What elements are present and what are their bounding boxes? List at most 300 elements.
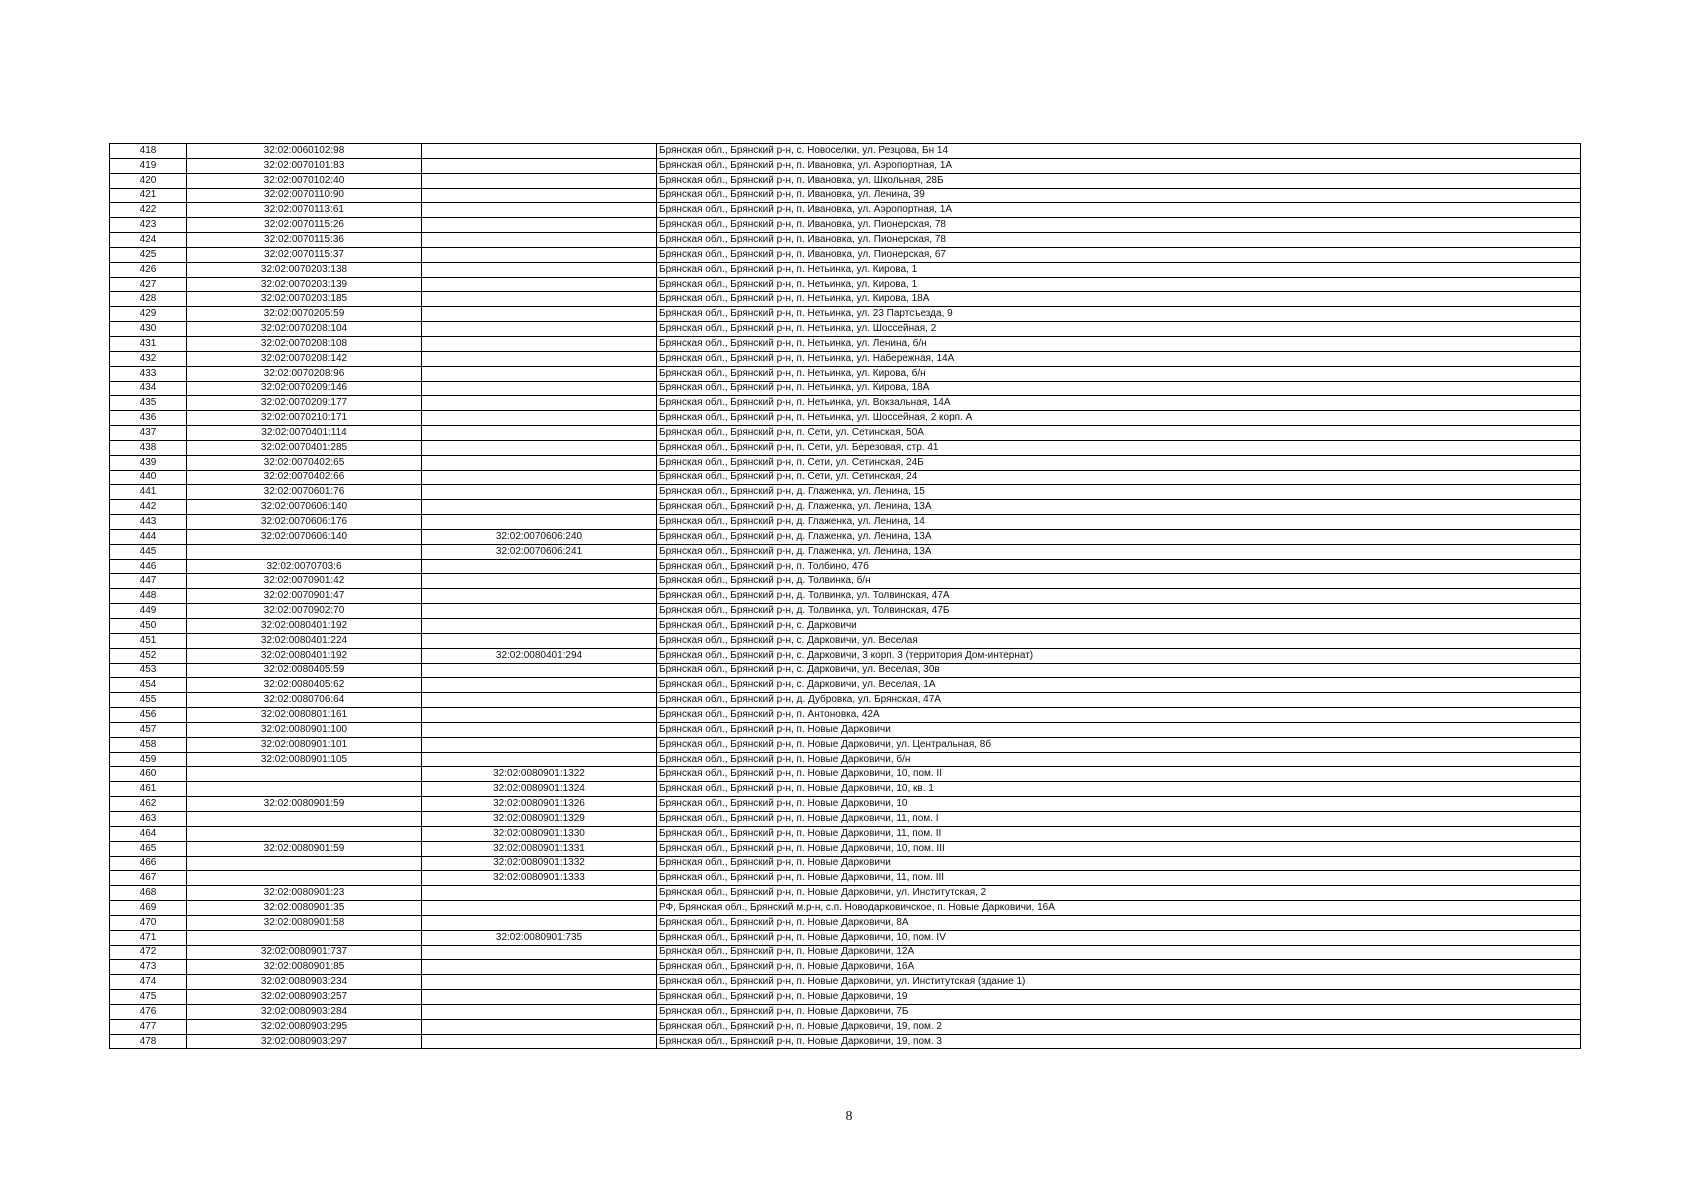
related-cadastral-number-cell xyxy=(422,173,657,188)
row-number-cell: 428 xyxy=(110,292,187,307)
address-cell: Брянская обл., Брянский р-н, п. Сети, ул. Березовая, стр. 41 xyxy=(657,440,1581,455)
address-cell: Брянская обл., Брянский р-н, п. Новые Дарковичи xyxy=(657,856,1581,871)
row-number-cell: 454 xyxy=(110,678,187,693)
cadastral-number-cell: 32:02:0080901:23 xyxy=(187,886,422,901)
related-cadastral-number-cell xyxy=(422,589,657,604)
address-cell: Брянская обл., Брянский р-н, п. Новые Дарковичи, ул. Центральная, 8б xyxy=(657,737,1581,752)
related-cadastral-number-cell xyxy=(422,277,657,292)
cadastral-number-cell: 32:02:0080903:297 xyxy=(187,1034,422,1049)
cadastral-number-cell: 32:02:0080405:62 xyxy=(187,678,422,693)
cadastral-number-cell: 32:02:0080903:295 xyxy=(187,1019,422,1034)
address-cell: Брянская обл., Брянский р-н, п. Новые Дарковичи, 11, пом. II xyxy=(657,826,1581,841)
property-table-container xyxy=(109,143,1580,1049)
related-cadastral-number-cell: 32:02:0080401:294 xyxy=(422,648,657,663)
cadastral-number-cell: 32:02:0070901:42 xyxy=(187,574,422,589)
property-table xyxy=(109,143,1581,1049)
cadastral-number-cell: 32:02:0070115:36 xyxy=(187,233,422,248)
cadastral-number-cell: 32:02:0080801:161 xyxy=(187,708,422,723)
cadastral-number-cell: 32:02:0080901:58 xyxy=(187,915,422,930)
table-row xyxy=(110,693,1581,708)
row-number-cell: 441 xyxy=(110,485,187,500)
table-row xyxy=(110,826,1581,841)
cadastral-number-cell xyxy=(187,544,422,559)
row-number-cell: 445 xyxy=(110,544,187,559)
table-row xyxy=(110,589,1581,604)
cadastral-number-cell: 32:02:0080901:737 xyxy=(187,945,422,960)
related-cadastral-number-cell: 32:02:0070606:240 xyxy=(422,529,657,544)
cadastral-number-cell: 32:02:0070208:142 xyxy=(187,351,422,366)
table-row xyxy=(110,411,1581,426)
cadastral-number-cell: 32:02:0070115:37 xyxy=(187,247,422,262)
related-cadastral-number-cell xyxy=(422,633,657,648)
row-number-cell: 477 xyxy=(110,1019,187,1034)
table-row xyxy=(110,470,1581,485)
related-cadastral-number-cell xyxy=(422,500,657,515)
table-row xyxy=(110,203,1581,218)
cadastral-number-cell: 32:02:0080405:59 xyxy=(187,663,422,678)
address-cell: Брянская обл., Брянский р-н, с. Дарковичи, ул. Веселая, 30в xyxy=(657,663,1581,678)
address-cell: Брянская обл., Брянский р-н, п. Нетьинка, ул. Кирова, б/н xyxy=(657,366,1581,381)
cadastral-number-cell: 32:02:0080401:192 xyxy=(187,648,422,663)
row-number-cell: 421 xyxy=(110,188,187,203)
cadastral-number-cell: 32:02:0080901:59 xyxy=(187,797,422,812)
table-row xyxy=(110,218,1581,233)
related-cadastral-number-cell xyxy=(422,411,657,426)
related-cadastral-number-cell: 32:02:0080901:1322 xyxy=(422,767,657,782)
row-number-cell: 432 xyxy=(110,351,187,366)
table-row xyxy=(110,500,1581,515)
table-row xyxy=(110,604,1581,619)
address-cell: Брянская обл., Брянский р-н, п. Сети, ул. Сетинская, 24Б xyxy=(657,455,1581,470)
row-number-cell: 434 xyxy=(110,381,187,396)
address-cell: Брянская обл., Брянский р-н, с. Новоселки, ул. Резцова, Бн 14 xyxy=(657,144,1581,159)
row-number-cell: 424 xyxy=(110,233,187,248)
address-cell: Брянская обл., Брянский р-н, п. Нетьинка, ул. 23 Партсъезда, 9 xyxy=(657,307,1581,322)
related-cadastral-number-cell xyxy=(422,975,657,990)
property-table-body xyxy=(110,144,1581,1049)
related-cadastral-number-cell xyxy=(422,426,657,441)
address-cell: Брянская обл., Брянский р-н, п. Нетьинка, ул. Кирова, 18А xyxy=(657,292,1581,307)
row-number-cell: 456 xyxy=(110,708,187,723)
row-number-cell: 465 xyxy=(110,841,187,856)
cadastral-number-cell: 32:02:0070208:104 xyxy=(187,322,422,337)
row-number-cell: 475 xyxy=(110,990,187,1005)
table-row xyxy=(110,945,1581,960)
related-cadastral-number-cell xyxy=(422,440,657,455)
table-row xyxy=(110,574,1581,589)
row-number-cell: 419 xyxy=(110,158,187,173)
address-cell: Брянская обл., Брянский р-н, п. Ивановка, ул. Пионерская, 67 xyxy=(657,247,1581,262)
row-number-cell: 438 xyxy=(110,440,187,455)
address-cell: Брянская обл., Брянский р-н, п. Ивановка, ул. Аэропортная, 1А xyxy=(657,158,1581,173)
address-cell: Брянская обл., Брянский р-н, п. Новые Дарковичи, 19, пом. 2 xyxy=(657,1019,1581,1034)
address-cell: Брянская обл., Брянский р-н, с. Дарковичи, ул. Веселая xyxy=(657,633,1581,648)
address-cell: Брянская обл., Брянский р-н, п. Толбино, 47б xyxy=(657,559,1581,574)
address-cell: Брянская обл., Брянский р-н, п. Нетьинка, ул. Шоссейная, 2 корп. А xyxy=(657,411,1581,426)
cadastral-number-cell: 32:02:0070205:59 xyxy=(187,307,422,322)
row-number-cell: 448 xyxy=(110,589,187,604)
related-cadastral-number-cell xyxy=(422,960,657,975)
address-cell: Брянская обл., Брянский р-н, п. Новые Дарковичи, 11, пом. I xyxy=(657,811,1581,826)
cadastral-number-cell: 32:02:0070210:171 xyxy=(187,411,422,426)
related-cadastral-number-cell xyxy=(422,262,657,277)
related-cadastral-number-cell xyxy=(422,574,657,589)
cadastral-number-cell xyxy=(187,856,422,871)
cadastral-number-cell: 32:02:0070208:96 xyxy=(187,366,422,381)
address-cell: Брянская обл., Брянский р-н, д. Глаженка, ул. Ленина, 13А xyxy=(657,500,1581,515)
table-row xyxy=(110,336,1581,351)
cadastral-number-cell: 32:02:0080901:59 xyxy=(187,841,422,856)
related-cadastral-number-cell xyxy=(422,901,657,916)
cadastral-number-cell: 32:02:0070110:90 xyxy=(187,188,422,203)
address-cell: Брянская обл., Брянский р-н, п. Новые Дарковичи, 11, пом. III xyxy=(657,871,1581,886)
address-cell: Брянская обл., Брянский р-н, п. Новые Дарковичи xyxy=(657,722,1581,737)
row-number-cell: 463 xyxy=(110,811,187,826)
related-cadastral-number-cell xyxy=(422,678,657,693)
row-number-cell: 422 xyxy=(110,203,187,218)
address-cell: РФ, Брянская обл., Брянский м.р-н, с.п. Новодарковичское, п. Новые Дарковичи, 16А xyxy=(657,901,1581,916)
address-cell: Брянская обл., Брянский р-н, п. Новые Дарковичи, 19, пом. 3 xyxy=(657,1034,1581,1049)
row-number-cell: 461 xyxy=(110,782,187,797)
related-cadastral-number-cell xyxy=(422,1019,657,1034)
table-row xyxy=(110,990,1581,1005)
cadastral-number-cell: 32:02:0070102:40 xyxy=(187,173,422,188)
address-cell: Брянская обл., Брянский р-н, п. Новые Дарковичи, ул. Институтская (здание 1) xyxy=(657,975,1581,990)
table-row xyxy=(110,797,1581,812)
address-cell: Брянская обл., Брянский р-н, п. Ивановка, ул. Пионерская, 78 xyxy=(657,218,1581,233)
related-cadastral-number-cell xyxy=(422,307,657,322)
address-cell: Брянская обл., Брянский р-н, п. Нетьинка, ул. Шоссейная, 2 xyxy=(657,322,1581,337)
cadastral-number-cell: 32:02:0070209:177 xyxy=(187,396,422,411)
address-cell: Брянская обл., Брянский р-н, п. Новые Дарковичи, 8А xyxy=(657,915,1581,930)
table-row xyxy=(110,767,1581,782)
row-number-cell: 420 xyxy=(110,173,187,188)
table-row xyxy=(110,811,1581,826)
row-number-cell: 437 xyxy=(110,426,187,441)
table-row xyxy=(110,856,1581,871)
table-row xyxy=(110,1019,1581,1034)
row-number-cell: 443 xyxy=(110,515,187,530)
address-cell: Брянская обл., Брянский р-н, п. Новые Дарковичи, 10 xyxy=(657,797,1581,812)
address-cell: Брянская обл., Брянский р-н, д. Глаженка, ул. Ленина, 14 xyxy=(657,515,1581,530)
address-cell: Брянская обл., Брянский р-н, п. Сети, ул. Сетинская, 24 xyxy=(657,470,1581,485)
related-cadastral-number-cell xyxy=(422,737,657,752)
cadastral-number-cell: 32:02:0070606:140 xyxy=(187,500,422,515)
address-cell: Брянская обл., Брянский р-н, д. Дубровка, ул. Брянская, 47А xyxy=(657,693,1581,708)
cadastral-number-cell: 32:02:0070606:176 xyxy=(187,515,422,530)
related-cadastral-number-cell xyxy=(422,722,657,737)
table-row xyxy=(110,886,1581,901)
table-row xyxy=(110,1004,1581,1019)
cadastral-number-cell: 32:02:0070115:26 xyxy=(187,218,422,233)
address-cell: Брянская обл., Брянский р-н, п. Антоновка, 42А xyxy=(657,708,1581,723)
row-number-cell: 418 xyxy=(110,144,187,159)
address-cell: Брянская обл., Брянский р-н, п. Нетьинка, ул. Кирова, 18А xyxy=(657,381,1581,396)
related-cadastral-number-cell xyxy=(422,945,657,960)
address-cell: Брянская обл., Брянский р-н, п. Новые Дарковичи, 10, пом. IV xyxy=(657,930,1581,945)
table-row xyxy=(110,648,1581,663)
address-cell: Брянская обл., Брянский р-н, п. Новые Дарковичи, 10, пом. III xyxy=(657,841,1581,856)
page-number: 8 xyxy=(845,1109,853,1124)
row-number-cell: 444 xyxy=(110,529,187,544)
cadastral-number-cell: 32:02:0070402:65 xyxy=(187,455,422,470)
address-cell: Брянская обл., Брянский р-н, п. Нетьинка, ул. Кирова, 1 xyxy=(657,262,1581,277)
cadastral-number-cell: 32:02:0080401:224 xyxy=(187,633,422,648)
address-cell: Брянская обл., Брянский р-н, с. Дарковичи, ул. Веселая, 1А xyxy=(657,678,1581,693)
address-cell: Брянская обл., Брянский р-н, п. Ивановка, ул. Аэропортная, 1А xyxy=(657,203,1581,218)
row-number-cell: 472 xyxy=(110,945,187,960)
related-cadastral-number-cell xyxy=(422,396,657,411)
table-row xyxy=(110,277,1581,292)
row-number-cell: 464 xyxy=(110,826,187,841)
row-number-cell: 449 xyxy=(110,604,187,619)
related-cadastral-number-cell xyxy=(422,322,657,337)
row-number-cell: 469 xyxy=(110,901,187,916)
table-row xyxy=(110,633,1581,648)
row-number-cell: 427 xyxy=(110,277,187,292)
address-cell: Брянская обл., Брянский р-н, п. Сети, ул. Сетинская, 50А xyxy=(657,426,1581,441)
related-cadastral-number-cell: 32:02:0080901:1324 xyxy=(422,782,657,797)
row-number-cell: 462 xyxy=(110,797,187,812)
table-row xyxy=(110,722,1581,737)
table-row xyxy=(110,529,1581,544)
table-row xyxy=(110,782,1581,797)
table-row xyxy=(110,158,1581,173)
related-cadastral-number-cell xyxy=(422,366,657,381)
table-row xyxy=(110,663,1581,678)
address-cell: Брянская обл., Брянский р-н, п. Новые Дарковичи, 12А xyxy=(657,945,1581,960)
address-cell: Брянская обл., Брянский р-н, п. Новые Дарковичи, б/н xyxy=(657,752,1581,767)
cadastral-number-cell: 32:02:0070601:76 xyxy=(187,485,422,500)
cadastral-number-cell: 32:02:0070113:61 xyxy=(187,203,422,218)
related-cadastral-number-cell xyxy=(422,218,657,233)
table-row xyxy=(110,396,1581,411)
related-cadastral-number-cell xyxy=(422,915,657,930)
row-number-cell: 468 xyxy=(110,886,187,901)
row-number-cell: 460 xyxy=(110,767,187,782)
address-cell: Брянская обл., Брянский р-н, п. Новые Дарковичи, 10, кв. 1 xyxy=(657,782,1581,797)
table-row xyxy=(110,426,1581,441)
cadastral-number-cell xyxy=(187,871,422,886)
related-cadastral-number-cell xyxy=(422,188,657,203)
related-cadastral-number-cell xyxy=(422,203,657,218)
address-cell: Брянская обл., Брянский р-н, д. Толвинка, ул. Толвинская, 47Б xyxy=(657,604,1581,619)
row-number-cell: 471 xyxy=(110,930,187,945)
row-number-cell: 446 xyxy=(110,559,187,574)
table-row xyxy=(110,440,1581,455)
related-cadastral-number-cell xyxy=(422,708,657,723)
row-number-cell: 442 xyxy=(110,500,187,515)
related-cadastral-number-cell xyxy=(422,619,657,634)
related-cadastral-number-cell xyxy=(422,158,657,173)
cadastral-number-cell xyxy=(187,811,422,826)
address-cell: Брянская обл., Брянский р-н, п. Новые Дарковичи, 7Б xyxy=(657,1004,1581,1019)
table-row xyxy=(110,708,1581,723)
row-number-cell: 459 xyxy=(110,752,187,767)
cadastral-number-cell: 32:02:0080903:257 xyxy=(187,990,422,1005)
address-cell: Брянская обл., Брянский р-н, п. Ивановка, ул. Ленина, 39 xyxy=(657,188,1581,203)
table-row xyxy=(110,737,1581,752)
related-cadastral-number-cell xyxy=(422,990,657,1005)
table-row xyxy=(110,930,1581,945)
address-cell: Брянская обл., Брянский р-н, п. Новые Дарковичи, 19 xyxy=(657,990,1581,1005)
cadastral-number-cell xyxy=(187,782,422,797)
cadastral-number-cell xyxy=(187,930,422,945)
cadastral-number-cell: 32:02:0080901:35 xyxy=(187,901,422,916)
table-row xyxy=(110,752,1581,767)
related-cadastral-number-cell xyxy=(422,336,657,351)
address-cell: Брянская обл., Брянский р-н, п. Нетьинка, ул. Вокзальная, 14А xyxy=(657,396,1581,411)
related-cadastral-number-cell xyxy=(422,470,657,485)
related-cadastral-number-cell xyxy=(422,485,657,500)
table-row xyxy=(110,1034,1581,1049)
table-row xyxy=(110,559,1581,574)
address-cell: Брянская обл., Брянский р-н, п. Новые Дарковичи, ул. Институтская, 2 xyxy=(657,886,1581,901)
cadastral-number-cell: 32:02:0070208:108 xyxy=(187,336,422,351)
row-number-cell: 455 xyxy=(110,693,187,708)
row-number-cell: 452 xyxy=(110,648,187,663)
cadastral-number-cell: 32:02:0080901:85 xyxy=(187,960,422,975)
table-row xyxy=(110,678,1581,693)
table-row xyxy=(110,871,1581,886)
row-number-cell: 447 xyxy=(110,574,187,589)
row-number-cell: 453 xyxy=(110,663,187,678)
table-row xyxy=(110,173,1581,188)
related-cadastral-number-cell xyxy=(422,886,657,901)
address-cell: Брянская обл., Брянский р-н, д. Глаженка, ул. Ленина, 13А xyxy=(657,544,1581,559)
table-row xyxy=(110,915,1581,930)
address-cell: Брянская обл., Брянский р-н, п. Нетьинка, ул. Кирова, 1 xyxy=(657,277,1581,292)
cadastral-number-cell: 32:02:0070203:139 xyxy=(187,277,422,292)
related-cadastral-number-cell xyxy=(422,515,657,530)
related-cadastral-number-cell: 32:02:0080901:1329 xyxy=(422,811,657,826)
table-row xyxy=(110,381,1581,396)
row-number-cell: 457 xyxy=(110,722,187,737)
row-number-cell: 436 xyxy=(110,411,187,426)
table-row xyxy=(110,455,1581,470)
table-row xyxy=(110,975,1581,990)
row-number-cell: 451 xyxy=(110,633,187,648)
cadastral-number-cell: 32:02:0070703:6 xyxy=(187,559,422,574)
cadastral-number-cell: 32:02:0080903:284 xyxy=(187,1004,422,1019)
table-row xyxy=(110,322,1581,337)
cadastral-number-cell: 32:02:0070203:138 xyxy=(187,262,422,277)
cadastral-number-cell: 32:02:0070606:140 xyxy=(187,529,422,544)
row-number-cell: 474 xyxy=(110,975,187,990)
cadastral-number-cell: 32:02:0060102:98 xyxy=(187,144,422,159)
related-cadastral-number-cell xyxy=(422,693,657,708)
table-row xyxy=(110,485,1581,500)
related-cadastral-number-cell xyxy=(422,233,657,248)
table-row xyxy=(110,247,1581,262)
row-number-cell: 439 xyxy=(110,455,187,470)
row-number-cell: 423 xyxy=(110,218,187,233)
table-row xyxy=(110,188,1581,203)
row-number-cell: 426 xyxy=(110,262,187,277)
table-row xyxy=(110,144,1581,159)
address-cell: Брянская обл., Брянский р-н, п. Ивановка, ул. Пионерская, 78 xyxy=(657,233,1581,248)
cadastral-number-cell: 32:02:0070902:70 xyxy=(187,604,422,619)
related-cadastral-number-cell: 32:02:0080901:1333 xyxy=(422,871,657,886)
address-cell: Брянская обл., Брянский р-н, с. Дарковичи, 3 корп. 3 (территория Дом-интернат) xyxy=(657,648,1581,663)
table-row xyxy=(110,366,1581,381)
table-row xyxy=(110,351,1581,366)
row-number-cell: 466 xyxy=(110,856,187,871)
row-number-cell: 476 xyxy=(110,1004,187,1019)
related-cadastral-number-cell xyxy=(422,381,657,396)
table-row xyxy=(110,619,1581,634)
cadastral-number-cell: 32:02:0080901:100 xyxy=(187,722,422,737)
row-number-cell: 470 xyxy=(110,915,187,930)
related-cadastral-number-cell xyxy=(422,247,657,262)
related-cadastral-number-cell: 32:02:0080901:735 xyxy=(422,930,657,945)
address-cell: Брянская обл., Брянский р-н, п. Нетьинка, ул. Набережная, 14А xyxy=(657,351,1581,366)
table-row xyxy=(110,960,1581,975)
cadastral-number-cell: 32:02:0080706:64 xyxy=(187,693,422,708)
cadastral-number-cell xyxy=(187,826,422,841)
table-row xyxy=(110,262,1581,277)
cadastral-number-cell: 32:02:0070101:83 xyxy=(187,158,422,173)
related-cadastral-number-cell xyxy=(422,351,657,366)
table-row xyxy=(110,841,1581,856)
row-number-cell: 458 xyxy=(110,737,187,752)
table-row xyxy=(110,901,1581,916)
table-row xyxy=(110,292,1581,307)
address-cell: Брянская обл., Брянский р-н, с. Дарковичи xyxy=(657,619,1581,634)
related-cadastral-number-cell xyxy=(422,663,657,678)
row-number-cell: 435 xyxy=(110,396,187,411)
cadastral-number-cell: 32:02:0080401:192 xyxy=(187,619,422,634)
address-cell: Брянская обл., Брянский р-н, п. Ивановка, ул. Школьная, 28Б xyxy=(657,173,1581,188)
cadastral-number-cell: 32:02:0070401:285 xyxy=(187,440,422,455)
address-cell: Брянская обл., Брянский р-н, п. Нетьинка, ул. Ленина, б/н xyxy=(657,336,1581,351)
related-cadastral-number-cell xyxy=(422,559,657,574)
cadastral-number-cell: 32:02:0080901:101 xyxy=(187,737,422,752)
related-cadastral-number-cell: 32:02:0080901:1330 xyxy=(422,826,657,841)
cadastral-number-cell xyxy=(187,767,422,782)
row-number-cell: 440 xyxy=(110,470,187,485)
address-cell: Брянская обл., Брянский р-н, д. Глаженка, ул. Ленина, 13А xyxy=(657,529,1581,544)
table-row xyxy=(110,515,1581,530)
address-cell: Брянская обл., Брянский р-н, п. Новые Дарковичи, 10, пом. II xyxy=(657,767,1581,782)
address-cell: Брянская обл., Брянский р-н, д. Глаженка, ул. Ленина, 15 xyxy=(657,485,1581,500)
table-row xyxy=(110,544,1581,559)
related-cadastral-number-cell xyxy=(422,1034,657,1049)
row-number-cell: 433 xyxy=(110,366,187,381)
related-cadastral-number-cell xyxy=(422,752,657,767)
cadastral-number-cell: 32:02:0070209:146 xyxy=(187,381,422,396)
cadastral-number-cell: 32:02:0070402:66 xyxy=(187,470,422,485)
related-cadastral-number-cell: 32:02:0080901:1326 xyxy=(422,797,657,812)
related-cadastral-number-cell xyxy=(422,292,657,307)
cadastral-number-cell: 32:02:0070901:47 xyxy=(187,589,422,604)
cadastral-number-cell: 32:02:0080901:105 xyxy=(187,752,422,767)
row-number-cell: 450 xyxy=(110,619,187,634)
address-cell: Брянская обл., Брянский р-н, д. Толвинка, б/н xyxy=(657,574,1581,589)
address-cell: Брянская обл., Брянский р-н, п. Новые Дарковичи, 16А xyxy=(657,960,1581,975)
row-number-cell: 467 xyxy=(110,871,187,886)
row-number-cell: 431 xyxy=(110,336,187,351)
row-number-cell: 429 xyxy=(110,307,187,322)
related-cadastral-number-cell: 32:02:0080901:1332 xyxy=(422,856,657,871)
cadastral-number-cell: 32:02:0070401:114 xyxy=(187,426,422,441)
row-number-cell: 478 xyxy=(110,1034,187,1049)
cadastral-number-cell: 32:02:0080903:234 xyxy=(187,975,422,990)
related-cadastral-number-cell: 32:02:0070606:241 xyxy=(422,544,657,559)
row-number-cell: 430 xyxy=(110,322,187,337)
table-row xyxy=(110,233,1581,248)
related-cadastral-number-cell xyxy=(422,455,657,470)
